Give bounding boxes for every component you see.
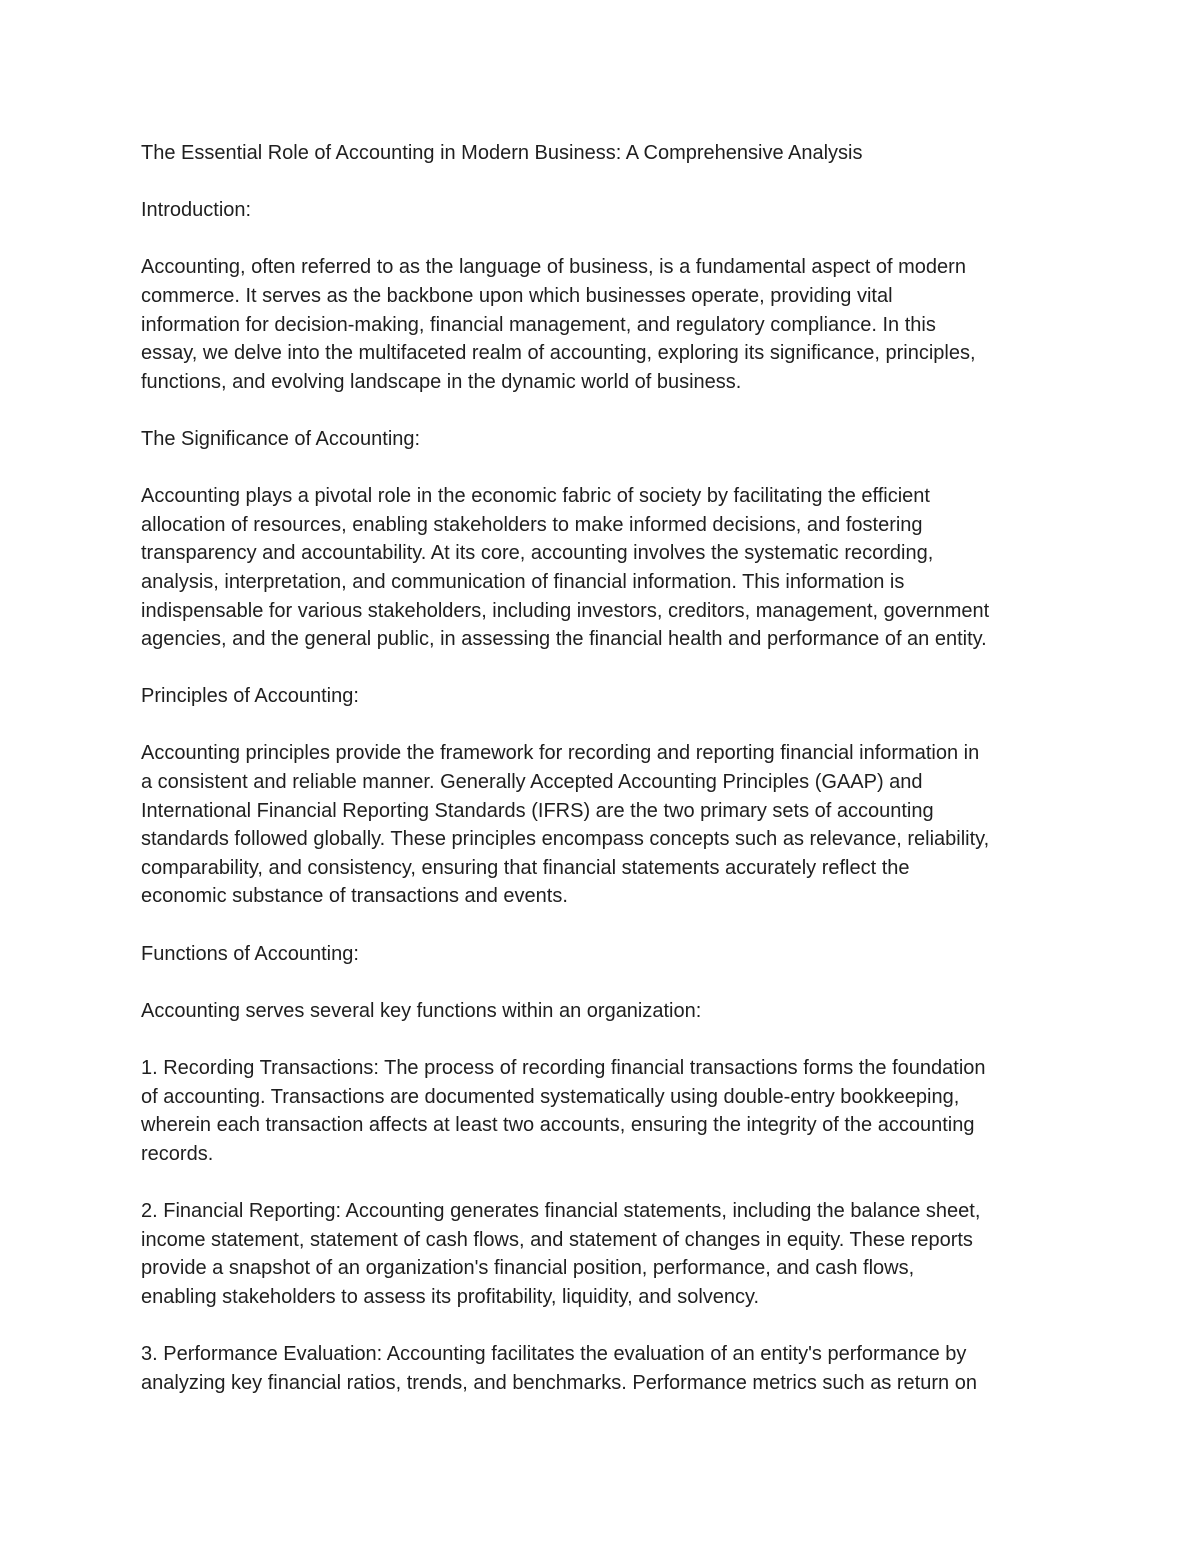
document-body (141, 139, 1076, 1397)
paragraph-line: Accounting, often referred to as the language of business, is a fundamental aspect of modern (141, 256, 966, 279)
section-heading-significance: The Significance of Accounting: (141, 427, 421, 450)
paragraph-functions-intro (141, 997, 1076, 1026)
list-item-line: of accounting. Transactions are documented systematically using double-entry bookkeeping, (141, 1085, 960, 1108)
paragraph-principles (141, 739, 1076, 911)
paragraph-line: standards followed globally. These principles encompass concepts such as relevance, reliability, (141, 828, 990, 851)
paragraph-line: allocation of resources, enabling stakeholders to make informed decisions, and fostering (141, 513, 923, 536)
paragraph-line: Accounting plays a pivotal role in the economic fabric of society by facilitating the efficient (141, 485, 930, 508)
list-item-line: provide a snapshot of an organization's financial position, performance, and cash flows, (141, 1257, 915, 1280)
list-item-line: wherein each transaction affects at least two accounts, ensuring the integrity of the accounting (141, 1114, 975, 1137)
paragraph-line: Accounting serves several key functions within an organization: (141, 999, 702, 1022)
paragraph-line: functions, and evolving landscape in the dynamic world of business. (141, 370, 742, 393)
paragraph-line: economic substance of transactions and events. (141, 885, 568, 908)
paragraph-line: commerce. It serves as the backbone upon which businesses operate, providing vital (141, 284, 893, 307)
section-heading-principles: Principles of Accounting: (141, 685, 359, 708)
section-heading-introduction: Introduction: (141, 199, 252, 222)
list-item-line: enabling stakeholders to assess its profitability, liquidity, and solvency. (141, 1285, 760, 1308)
list-item-line: 2. Financial Reporting: Accounting generates financial statements, including the balance sheet, (141, 1199, 981, 1222)
list-item-line: records. (141, 1142, 214, 1165)
list-item-line: 3. Performance Evaluation: Accounting facilitates the evaluation of an entity's performance by (141, 1342, 967, 1365)
list-item (141, 1340, 1076, 1397)
list-item-line: income statement, statement of cash flows, and statement of changes in equity. These reports (141, 1228, 973, 1251)
paragraph-line: agencies, and the general public, in assessing the financial health and performance of an entity. (141, 628, 987, 651)
list-item-line: analyzing key financial ratios, trends, and benchmarks. Performance metrics such as return on (141, 1371, 977, 1394)
list-item (141, 1197, 1076, 1311)
paragraph-line: transparency and accountability. At its core, accounting involves the systematic recording, (141, 542, 934, 565)
paragraph-line: information for decision-making, financial management, and regulatory compliance. In this (141, 313, 936, 336)
paragraph-significance (141, 482, 1076, 654)
paragraph-line: International Financial Reporting Standards (IFRS) are the two primary sets of accounting (141, 799, 934, 822)
list-item (141, 1054, 1076, 1168)
document-title: The Essential Role of Accounting in Modern Business: A Comprehensive Analysis (141, 142, 863, 164)
section-heading-functions: Functions of Accounting: (141, 942, 359, 965)
paragraph-line: analysis, interpretation, and communication of financial information. This information is (141, 570, 905, 593)
list-item-line: 1. Recording Transactions: The process of recording financial transactions forms the foundation (141, 1057, 986, 1079)
paragraph-line: indispensable for various stakeholders, including investors, creditors, management, government (141, 599, 990, 622)
paragraph-introduction (141, 253, 1076, 396)
paragraph-line: comparability, and consistency, ensuring that financial statements accurately reflect the (141, 856, 910, 879)
paragraph-line: Accounting principles provide the framework for recording and reporting financial information in (141, 742, 980, 765)
paragraph-line: a consistent and reliable manner. Generally Accepted Accounting Principles (GAAP) and (141, 771, 923, 794)
paragraph-line: essay, we delve into the multifaceted realm of accounting, exploring its significance, principles, (141, 342, 976, 365)
